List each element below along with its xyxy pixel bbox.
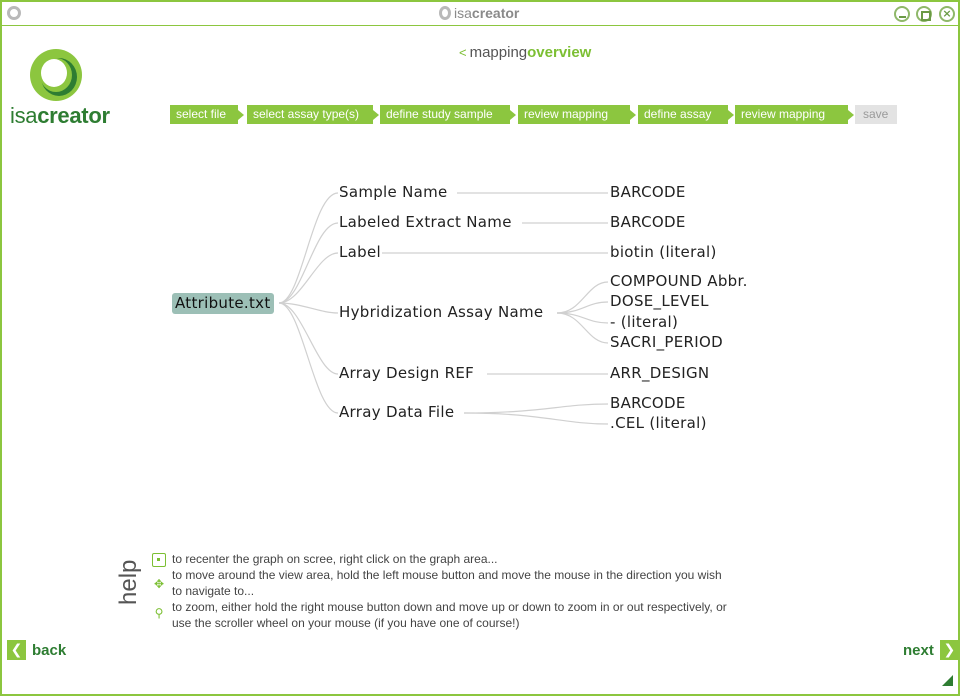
graph-value-node[interactable]: DOSE_LEVEL — [610, 292, 709, 310]
minimize-button[interactable] — [894, 6, 910, 22]
title-bar[interactable] — [2, 2, 958, 26]
brand-logo-text — [10, 103, 110, 129]
help-move-text: to move around the view area, hold the left mouse button and move the mouse in the direction you wish — [172, 568, 722, 582]
help-zoom-text: to zoom, either hold the right mouse button down and move up or down to zoom in or out respectively, or — [172, 600, 727, 614]
page-title-accent: overview — [527, 44, 592, 61]
graph-value-node[interactable]: SACRI_PERIOD — [610, 333, 723, 351]
window-title-light: isa — [454, 5, 472, 21]
graph-root-node[interactable]: Attribute.txt — [172, 293, 274, 314]
move-icon: ✥ — [153, 577, 165, 591]
step-select-file[interactable]: select file — [170, 105, 238, 124]
maximize-button[interactable] — [916, 6, 932, 22]
back-label: back — [32, 641, 67, 659]
graph-value-node[interactable]: .CEL (literal) — [610, 414, 707, 432]
step-save: save — [855, 105, 897, 124]
zoom-icon: ⚲ — [154, 606, 164, 620]
back-arrow-icon: ❮ — [7, 640, 26, 660]
share-icon: < — [459, 45, 467, 60]
step-select-assay-type[interactable]: select assay type(s) — [247, 105, 373, 124]
graph-column-node[interactable]: Array Data File — [339, 403, 455, 421]
window-title-bold: creator — [471, 5, 520, 21]
brand-isa: isa — [10, 103, 38, 128]
graph-value-node[interactable]: COMPOUND Abbr. — [610, 272, 748, 290]
title-ring-icon — [439, 6, 451, 20]
graph-column-node[interactable]: Array Design REF — [339, 364, 475, 382]
graph-value-node[interactable]: - (literal) — [610, 313, 679, 331]
graph-value-node[interactable]: ARR_DESIGN — [610, 364, 710, 382]
window-title — [439, 5, 519, 21]
app-ring-icon — [7, 6, 21, 20]
close-button[interactable]: × — [939, 6, 955, 22]
step-review-mapping-1[interactable]: review mapping — [518, 105, 630, 124]
back-button[interactable] — [7, 640, 66, 660]
graph-column-node[interactable]: Label — [339, 243, 381, 261]
next-button[interactable] — [903, 640, 959, 660]
graph-column-node[interactable]: Hybridization Assay Name — [339, 303, 544, 321]
help-zoom-text-cont: use the scroller wheel on your mouse (if you have one of course!) — [172, 616, 520, 630]
page-title-prefix: mapping — [469, 44, 528, 61]
next-arrow-icon: ❯ — [940, 640, 959, 660]
resize-grip-icon[interactable] — [942, 675, 953, 686]
graph-column-node[interactable]: Sample Name — [339, 183, 448, 201]
help-title: help — [115, 559, 142, 605]
help-move-text-cont: to navigate to... — [172, 584, 255, 598]
help-recenter-text: to recenter the graph on scree, right click on the graph area... — [172, 552, 498, 566]
next-label: next — [903, 641, 934, 659]
step-define-study-sample[interactable]: define study sample — [380, 105, 510, 124]
graph-value-node[interactable]: BARCODE — [610, 394, 686, 412]
graph-column-node[interactable]: Labeled Extract Name — [339, 213, 512, 231]
isacreator-logo-icon — [26, 44, 86, 106]
graph-value-node[interactable]: biotin (literal) — [610, 243, 717, 261]
step-define-assay[interactable]: define assay — [638, 105, 728, 124]
recenter-icon — [152, 553, 166, 567]
graph-value-node[interactable]: BARCODE — [610, 183, 686, 201]
page-title — [459, 44, 591, 61]
brand-creator: creator — [37, 103, 110, 128]
graph-value-node[interactable]: BARCODE — [610, 213, 686, 231]
step-review-mapping-2[interactable]: review mapping — [735, 105, 848, 124]
